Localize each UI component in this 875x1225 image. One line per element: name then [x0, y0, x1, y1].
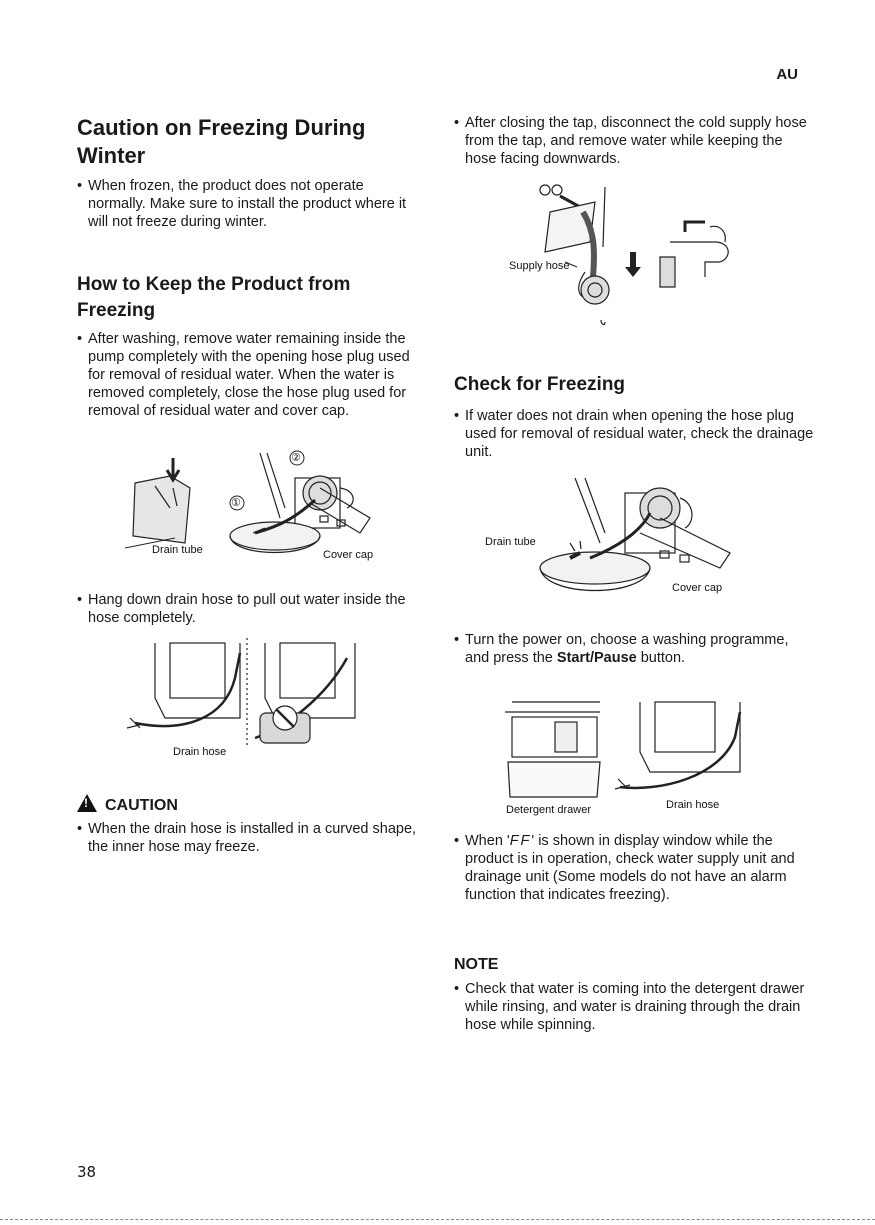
caution-title: CAUTION — [105, 797, 178, 814]
bullet-check-drainage: • If water does not drain when opening the hose plug used for removal of residual water, check the drainage unit. — [454, 407, 815, 461]
bullet-turn-power-on-text: Turn the power on, choose a washing programme, and press the — [465, 632, 789, 666]
warning-icon — [77, 794, 97, 812]
caution-heading — [77, 794, 178, 815]
section-title-check-freezing: Check for Freezing — [454, 374, 626, 395]
error-code-ff: FF — [509, 833, 532, 849]
label-drain-hose-check: Drain hose — [666, 799, 720, 811]
label-drain-tube: Drain tube — [152, 544, 203, 556]
bottom-divider — [0, 1219, 875, 1220]
region-code: AU — [776, 66, 798, 83]
label-cover-cap-check: Cover cap — [672, 582, 723, 594]
bullet-ff-error-end: ' is shown in display window while the product is in operation, check water supply unit and drainage unit (Some models do not have an alarm function that indicates freezing). — [465, 833, 795, 903]
section-title-caution-freezing: Caution on Freezing During Winter — [77, 115, 366, 168]
figure-drain-hose-hang — [125, 638, 375, 763]
label-cover-cap: Cover cap — [323, 549, 374, 561]
figure-drain-hose-hang-drawing — [125, 638, 375, 763]
label-supply-hose: Supply hose — [509, 260, 570, 272]
bullet-note-check-water: • Check that water is coming into the detergent drawer while rinsing, and water is draining through the drain hose while spinning. — [454, 980, 810, 1034]
note-title: NOTE — [454, 956, 499, 973]
step-1-marker: ① — [231, 497, 241, 509]
figure-drain-residual-water — [115, 448, 385, 568]
figure-check-drain — [480, 473, 745, 608]
label-drain-hose: Drain hose — [173, 746, 227, 758]
start-pause-label: Start/Pause — [556, 650, 637, 666]
bullet-frozen: • When frozen, the product does not operate normally. Make sure to install the product where it will not freeze during winter. — [77, 177, 418, 231]
bullet-curved-hose: • When the drain hose is installed in a curved shape, the inner hose may freeze. — [77, 820, 428, 856]
figure-detergent-drawer-drain-hose-drawing — [500, 697, 760, 817]
bullet-ff-error — [454, 832, 815, 904]
bullet-turn-power-on-end: button. — [636, 650, 686, 666]
step-2-marker: ② — [291, 452, 301, 464]
figure-supply-hose — [505, 182, 740, 337]
section-title-keep-from-freezing: How to Keep the Product from Freezing — [77, 274, 351, 321]
bullet-ff-error-text: When ' — [465, 833, 510, 849]
label-detergent-drawer: Detergent drawer — [506, 804, 591, 816]
bullet-hang-drain-hose: • Hang down drain hose to pull out water inside the hose completely. — [77, 591, 433, 627]
bullet-turn-power-on — [454, 631, 805, 667]
bullet-disconnect-supply-hose: • After closing the tap, disconnect the cold supply hose from the tap, and remove water while keeping the hose facing downwards. — [454, 114, 810, 168]
label-drain-tube-check: Drain tube — [485, 536, 536, 548]
figure-detergent-drawer-drain-hose — [500, 697, 760, 817]
page-number: 38 — [77, 1163, 97, 1181]
bullet-after-washing: • After washing, remove water remaining inside the pump completely with the opening hose plug used for removal of residual water. When the water is removed completely, close the hose plug used for removal of residual water and cover cap. — [77, 330, 423, 420]
